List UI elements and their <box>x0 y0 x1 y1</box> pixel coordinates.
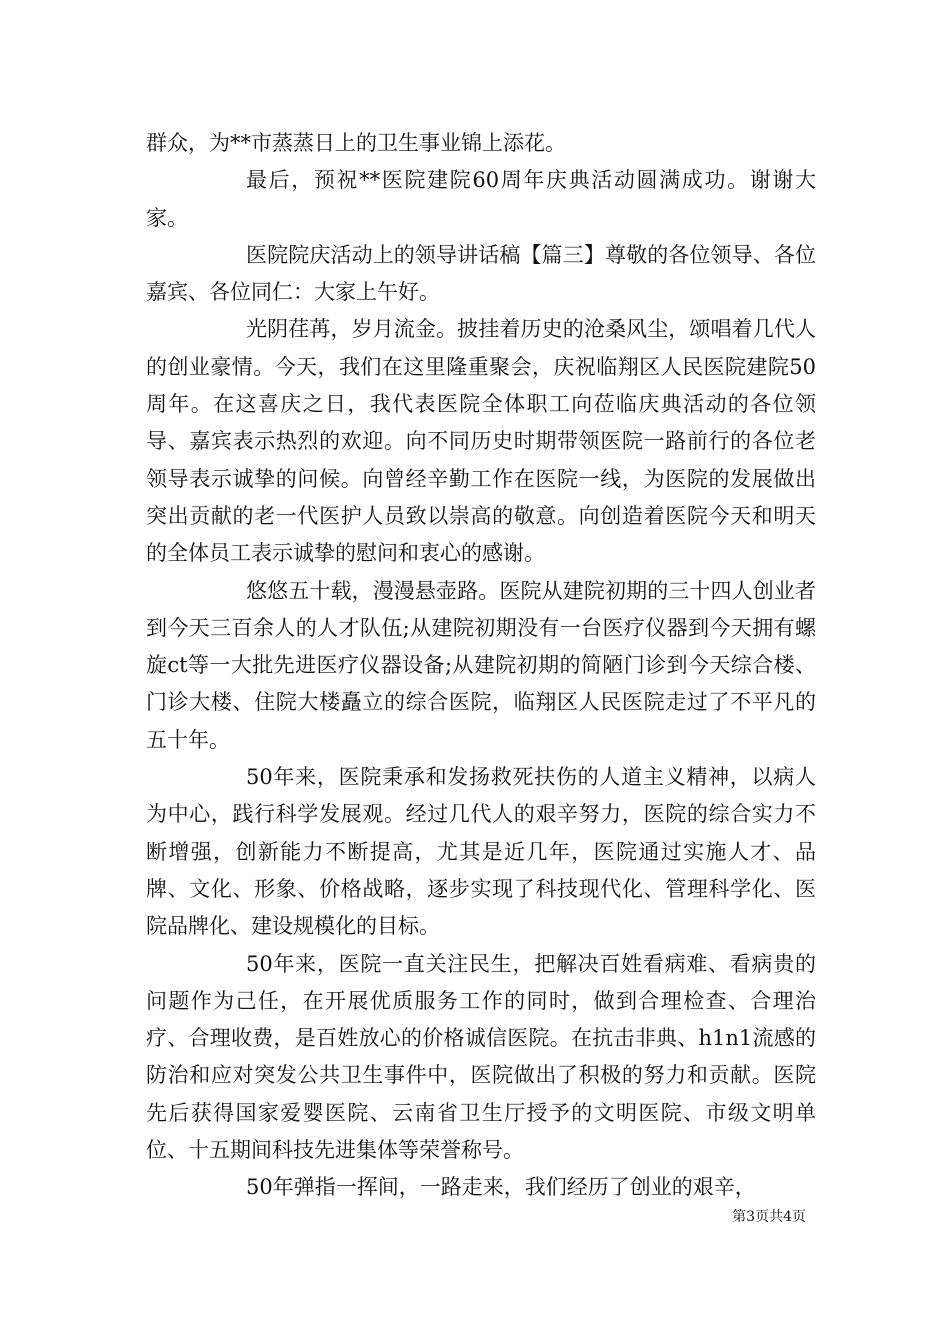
paragraph-continuation: 群众，为**市蒸蒸日上的卫生事业锦上添花。 <box>146 131 566 155</box>
paragraph-development: 50年来，医院秉承和发扬救死扶伤的人道主义精神，以病人为中心，践行科学发展观。经过几代人的艰辛努力，医院的综合实力不断增强，创新能力不断提高，尤其是近几年，医院通过实施人才、品牌、文化、形象、价格战略，逐步实现了科技现代化、管理科学化、医院品牌化、建设规模化的目标。 <box>146 765 816 939</box>
paragraph-history: 悠悠五十载，漫漫悬壶路。医院从建院初期的三十四人创业者到今天三百余人的人才队伍;从建院初期没有一台医疗仪器到今天拥有螺旋ct等一大批先进医疗仪器设备;从建院初期的简陋门诊到今天综合楼、门诊大楼、住院大楼矗立的综合医院，临翔区人民医院走过了不平凡的五十年。 <box>146 578 816 752</box>
paragraph-section-heading: 医院院庆活动上的领导讲话稿【篇三】尊敬的各位领导、各位嘉宾、各位同仁：大家上午好。 <box>146 242 816 305</box>
document-body <box>146 125 816 1207</box>
paragraph-livelihood: 50年来，医院一直关注民生，把解决百姓看病难、看病贵的问题作为己任，在开展优质服务工作的同时，做到合理检查、合理治疗、合理收费，是百姓放心的价格诚信医院。在抗击非典、h1n1流感的防治和应对突发公共卫生事件中，医院做出了积极的努力和贡献。医院先后获得国家爱婴医院、云南省卫生厅授予的文明医院、市级文明单位、十五期间科技先进集体等荣誉称号。 <box>146 951 816 1163</box>
paragraph-reflection: 50年弹指一挥间，一路走来，我们经历了创业的艰辛， <box>246 1175 756 1200</box>
paragraph-closing-wish: 最后，预祝**医院建院60周年庆典活动圆满成功。谢谢大家。 <box>146 168 816 230</box>
page-number: 第3页共4页 <box>732 1209 806 1225</box>
paragraph-opening: 光阴荏苒，岁月流金。披挂着历史的沧桑风尘，颂唱着几代人的创业豪情。今天，我们在这里隆重聚会，庆祝临翔区人民医院建院50周年。在这喜庆之日，我代表医院全体职工向莅临庆典活动的各位领导、嘉宾表示热烈的欢迎。向不同历史时期带领医院一路前行的各位老领导表示诚挚的问候。向曾经辛勤工作在医院一线，为医院的发展做出突出贡献的老一代医护人员致以崇高的敬意。向创造着医院今天和明天的全体员工表示诚挚的慰问和衷心的感谢。 <box>146 317 816 566</box>
